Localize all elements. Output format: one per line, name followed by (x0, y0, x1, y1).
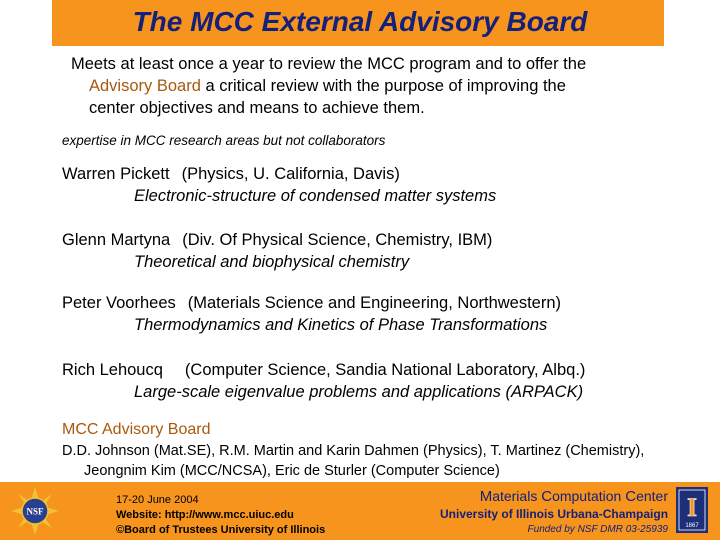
center-name-part: omputation (552, 488, 626, 504)
intro-line-2-rest: a critical review with the purpose of improving the (200, 77, 566, 95)
university-name: University of Illinois Urbana-Champaign (440, 507, 669, 521)
member-affiliation: (Physics, U. California, Davis) (181, 165, 400, 183)
center-name (440, 487, 668, 506)
nsf-logo-text: NSF (26, 506, 44, 517)
intro-line-2 (71, 75, 671, 97)
page-title: The MCC External Advisory Board (132, 6, 588, 37)
footer-event-info (116, 493, 325, 538)
mcc-board-members (62, 441, 644, 481)
member-name: Rich Lehoucq (62, 361, 163, 379)
member-glenn-martyna (62, 229, 492, 273)
member-research-area: Electronic-structure of condensed matter systems (134, 187, 497, 205)
center-name-part: aterials (492, 488, 542, 504)
center-name-part: C (541, 488, 553, 505)
member-research-area: Thermodynamics and Kinetics of Phase Transformations (134, 316, 548, 334)
copyright-text: ©Board of Trustees University of Illinois (116, 524, 326, 536)
member-affiliation: (Materials Science and Engineering, Northwestern) (187, 294, 562, 312)
illinois-logo-letter: I (686, 493, 698, 522)
center-name-part: C (625, 488, 637, 505)
member-affiliation: (Computer Science, Sandia National Laboratory, Albq.) (184, 361, 586, 379)
intro-line-1: Meets at least once a year to review the MCC program and to offer the (71, 55, 587, 73)
footer-center-info (440, 487, 668, 538)
member-warren-pickett (62, 163, 496, 207)
intro-paragraph (71, 53, 671, 119)
board-members-line-1: D.D. Johnson (Mat.SE), R.M. Martin and Karin Dahmen (Physics), T. Martinez (Chemistry), (62, 443, 645, 459)
member-rich-lehoucq (62, 359, 585, 403)
website-link[interactable]: Website: http://www.mcc.uiuc.edu (116, 509, 294, 521)
board-members-line-2: Jeongnim Kim (MCC/NCSA), Eric de Sturler (Computer Science) (84, 463, 500, 479)
member-name: Warren Pickett (62, 165, 170, 183)
advisory-board-highlight: Advisory Board (89, 77, 201, 95)
mcc-advisory-board-heading: MCC Advisory Board (62, 421, 211, 438)
nsf-logo-icon (10, 486, 60, 536)
intro-line-3: center objectives and means to achieve them. (89, 99, 425, 117)
center-name-part: M (479, 488, 493, 505)
illinois-logo-year: 1867 (685, 523, 699, 529)
selection-criteria: expertise in MCC research areas but not collaborators (62, 133, 386, 148)
illinois-logo-icon (676, 487, 708, 533)
member-name: Peter Voorhees (62, 294, 176, 312)
event-date: 17-20 June 2004 (116, 494, 199, 506)
funding-text: Funded by NSF DMR 03-25939 (527, 524, 668, 535)
member-peter-voorhees (62, 292, 561, 336)
member-name: Glenn Martyna (62, 231, 171, 249)
member-research-area: Theoretical and biophysical chemistry (134, 253, 410, 271)
member-research-area: Large-scale eigenvalue problems and applications (ARPACK) (134, 383, 584, 401)
center-name-part: enter (636, 488, 668, 504)
member-affiliation: (Div. Of Physical Science, Chemistry, IBM) (182, 231, 493, 249)
